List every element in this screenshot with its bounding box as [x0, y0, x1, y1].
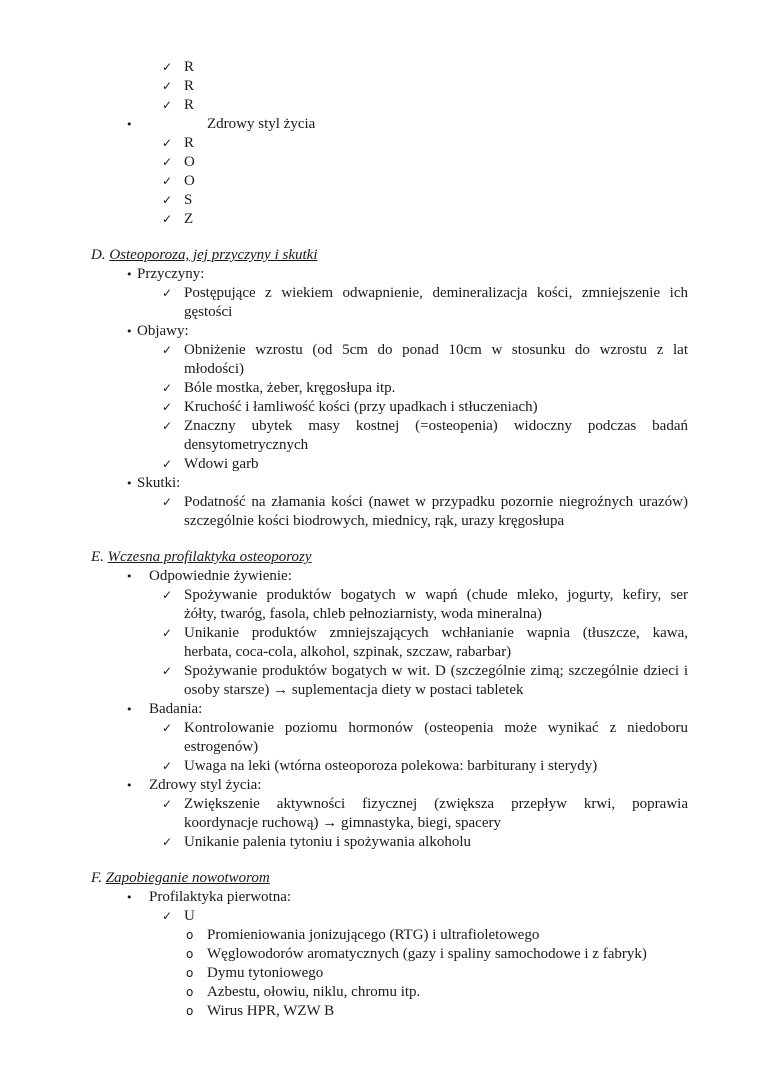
item-text: młodości) — [184, 361, 244, 377]
checkmark-icon: ✓ — [162, 721, 173, 735]
section-title — [91, 548, 312, 567]
list-item — [0, 757, 760, 776]
list-item — [0, 191, 760, 210]
list-item — [0, 795, 760, 833]
sub-list-item — [0, 926, 760, 945]
section-title-text: Osteoporoza, jej przyczyny i skutki — [109, 247, 318, 263]
circle-bullet-icon: o — [186, 947, 194, 961]
section-title-text: Wczesna profilaktyka osteoporozy — [107, 549, 312, 565]
item-text: Unikanie palenia tytoniu i spożywania alkoholu — [184, 834, 472, 850]
checkmark-icon: ✓ — [162, 457, 173, 471]
bullet-icon: • — [126, 779, 133, 792]
item-text: Spożywanie produktów bogatych w wit. D (szczególnie zimą; szczególnie dzieci i — [184, 663, 688, 679]
bullet-item — [0, 265, 760, 284]
item-text: R — [184, 97, 195, 113]
section-title — [91, 246, 318, 265]
bullet-label: Skutki: — [137, 475, 181, 491]
bullet-icon: • — [126, 118, 133, 131]
item-text: densytometrycznych — [184, 437, 309, 453]
list-item — [0, 719, 760, 757]
checkmark-icon: ✓ — [162, 835, 173, 849]
sub-list-item — [0, 964, 760, 983]
item-text: O — [184, 173, 195, 189]
section-title-text: Zapobieganie nowotworom — [105, 870, 270, 886]
checkmark-icon: ✓ — [162, 797, 173, 811]
section-letter: F. — [91, 870, 102, 886]
checkmark-icon: ✓ — [162, 381, 173, 395]
list-item — [0, 455, 760, 474]
item-text: Z — [184, 211, 194, 227]
list-item — [0, 833, 760, 852]
bullet-label: Zdrowy styl życia — [207, 116, 316, 132]
checkmark-icon: ✓ — [162, 495, 173, 509]
item-text: Bóle mostka, żeber, kręgosłupa itp. — [184, 380, 396, 396]
checkmark-icon: ✓ — [162, 98, 173, 112]
item-text: żółty, twaróg, fasola, chleb pełnoziarnisty, woda mineralna) — [184, 606, 542, 622]
checkmark-icon: ✓ — [162, 626, 173, 640]
list-item — [0, 96, 760, 115]
item-text: koordynacje ruchową) → gimnastyka, biegi, spacery — [184, 815, 501, 831]
checkmark-icon: ✓ — [162, 664, 173, 678]
item-text: Wdowi garb — [184, 456, 259, 472]
item-text: U — [184, 908, 195, 924]
bullet-item — [0, 888, 760, 907]
item-text: Znaczny ubytek masy kostnej (=osteopenia) widoczny podczas badań — [184, 418, 688, 434]
bullet-icon: • — [126, 891, 133, 904]
circle-bullet-icon: o — [186, 1004, 194, 1018]
section-letter: E. — [91, 549, 104, 565]
list-item — [0, 341, 760, 379]
checkmark-icon: ✓ — [162, 212, 173, 226]
list-item — [0, 77, 760, 96]
list-item — [0, 153, 760, 172]
item-text: R — [184, 59, 195, 75]
sub-item-text: Promieniowania jonizującego (RTG) i ultrafioletowego — [207, 927, 540, 943]
list-item — [0, 624, 760, 662]
item-text: szczególnie kości biodrowych, miednicy, rąk, urazy kręgosłupa — [184, 513, 565, 529]
item-text: Kruchość i łamliwość kości (przy upadkach i stłuczeniach) — [184, 399, 538, 415]
checkmark-icon: ✓ — [162, 286, 173, 300]
item-text: Spożywanie produktów bogatych w wapń (chude mleko, jogurty, kefiry, ser — [184, 587, 688, 603]
checkmark-icon: ✓ — [162, 155, 173, 169]
item-text: Unikanie produktów zmniejszających wchłanianie wapnia (tłuszcze, kawa, — [184, 625, 688, 641]
section-heading — [0, 548, 760, 567]
item-text: Kontrolowanie poziomu hormonów (osteopenia może wynikać z niedoboru — [184, 720, 688, 736]
list-item — [0, 398, 760, 417]
bullet-icon: • — [126, 570, 133, 583]
bullet-label: Zdrowy styl życia: — [149, 777, 262, 793]
item-text: estrogenów) — [184, 739, 259, 755]
list-item — [0, 379, 760, 398]
list-item — [0, 172, 760, 191]
document-page — [0, 58, 760, 1021]
bullet-label: Przyczyny: — [137, 266, 205, 282]
bullet-label: Badania: — [149, 701, 203, 717]
item-text: Obniżenie wzrostu (od 5cm do ponad 10cm w stosunku do wzrostu z lat — [184, 342, 688, 358]
circle-bullet-icon: o — [186, 928, 194, 942]
circle-bullet-icon: o — [186, 966, 194, 980]
item-text: Postępujące z wiekiem odwapnienie, demineralizacja kości, zmniejszenie ich — [184, 285, 688, 301]
checkmark-icon: ✓ — [162, 909, 173, 923]
checkmark-icon: ✓ — [162, 193, 173, 207]
sub-list-item — [0, 1002, 760, 1021]
sub-item-text: Wirus HPR, WZW B — [207, 1003, 335, 1019]
checkmark-icon: ✓ — [162, 588, 173, 602]
list-item — [0, 662, 760, 700]
item-text: osoby starsze) → suplementacja diety w postaci tabletek — [184, 682, 524, 698]
section-heading — [0, 869, 760, 888]
bullet-label: Objawy: — [137, 323, 189, 339]
bullet-item — [0, 322, 760, 341]
checkmark-icon: ✓ — [162, 343, 173, 357]
bullet-label: Odpowiednie żywienie: — [149, 568, 292, 584]
item-text: Uwaga na leki (wtórna osteoporoza polekowa: barbiturany i sterydy) — [184, 758, 598, 774]
list-item — [0, 210, 760, 229]
checkmark-icon: ✓ — [162, 79, 173, 93]
item-text: herbata, coca-cola, alkohol, szpinak, szczaw, rabarbar) — [184, 644, 512, 660]
bullet-item — [0, 115, 760, 134]
item-text: R — [184, 78, 195, 94]
section-title — [91, 869, 270, 888]
item-text: gęstości — [184, 304, 233, 320]
bullet-icon: • — [126, 325, 133, 338]
checkmark-icon: ✓ — [162, 60, 173, 74]
checkmark-icon: ✓ — [162, 419, 173, 433]
list-item — [0, 284, 760, 322]
item-text: Podatność na złamania kości (nawet w przypadku pozornie niegroźnych urazów) — [184, 494, 688, 510]
sub-item-text: Dymu tytoniowego — [207, 965, 324, 981]
bullet-icon: • — [126, 477, 133, 490]
bullet-item — [0, 776, 760, 795]
item-text: O — [184, 154, 195, 170]
checkmark-icon: ✓ — [162, 400, 173, 414]
bullet-label: Profilaktyka pierwotna: — [149, 889, 292, 905]
sub-item-text: Węglowodorów aromatycznych (gazy i spaliny samochodowe i z fabryk) — [207, 946, 647, 962]
list-item — [0, 907, 760, 926]
bullet-item — [0, 700, 760, 719]
item-text: Zwiększenie aktywności fizycznej (zwiększa przepływ krwi, poprawia — [184, 796, 688, 812]
checkmark-icon: ✓ — [162, 136, 173, 150]
list-item — [0, 58, 760, 77]
list-item — [0, 586, 760, 624]
list-item — [0, 493, 760, 531]
checkmark-icon: ✓ — [162, 174, 173, 188]
circle-bullet-icon: o — [186, 985, 194, 999]
item-text: R — [184, 135, 195, 151]
bullet-item — [0, 567, 760, 586]
list-item — [0, 417, 760, 455]
item-text: S — [184, 192, 193, 208]
section-heading — [0, 246, 760, 265]
bullet-item — [0, 474, 760, 493]
section-letter: D. — [91, 247, 106, 263]
bullet-icon: • — [126, 268, 133, 281]
sub-list-item — [0, 983, 760, 1002]
checkmark-icon: ✓ — [162, 759, 173, 773]
list-item — [0, 134, 760, 153]
sub-list-item — [0, 945, 760, 964]
sub-item-text: Azbestu, ołowiu, niklu, chromu itp. — [207, 984, 421, 1000]
bullet-icon: • — [126, 703, 133, 716]
